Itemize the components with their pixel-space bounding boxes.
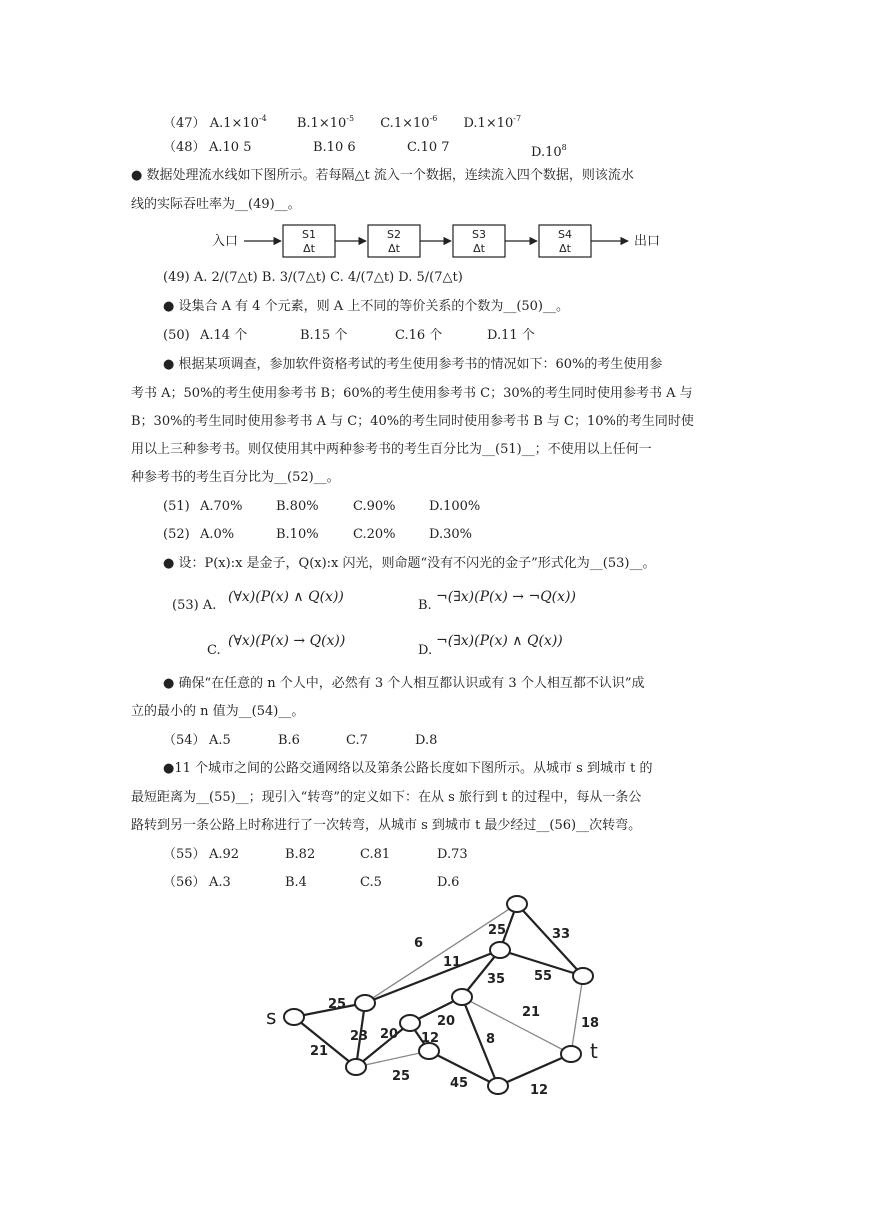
graph-edges: [294, 904, 583, 1086]
edge-weight: 25: [488, 923, 507, 938]
q51-stem-line5: 种参考书的考生百分比为__(52)__。: [131, 470, 340, 485]
graph-label-s: s: [266, 1005, 277, 1029]
q53-option-b: ¬(∃x)(P(x) → ¬Q(x)): [436, 589, 576, 605]
q54-option-c: C.7: [346, 733, 368, 748]
q51-stem-line3: B；30%的考生同时使用参考书 A 与 C；40%的考生同时使用参考书 B 与 C；10%的考生同时使: [131, 414, 694, 429]
edge-weight: 6: [414, 936, 424, 951]
q52-option-a: A.0%: [200, 527, 235, 542]
edge-weight: 23: [350, 1029, 369, 1044]
svg-text:S2: S2: [387, 228, 401, 241]
q47-option-b: $B.1\times 10^{-5}$: [296, 114, 355, 131]
graph-node: [400, 1015, 420, 1031]
q50-stem: ● 设集合 A 有 4 个元素，则 A 上不同的等价关系的个数为__(50)__。: [163, 299, 570, 314]
pipeline-input-label: 入口: [212, 234, 239, 249]
q48-option-d: $D.10^8$: [531, 143, 567, 160]
edge-weight: 20: [437, 1014, 456, 1029]
q48-option-a: A.10 5: [209, 140, 252, 155]
q54-stem-line1: ● 确保“在任意的 n 个人中，必然有 3 个人相互都认识或有 3 个人相互都不认识”成: [163, 676, 645, 691]
svg-text:Δt: Δt: [388, 242, 400, 255]
q53-label-b: B.: [418, 598, 432, 613]
q47-number: （47）: [163, 116, 206, 131]
q55-stem-line3: 路转到另一条公路上时称进行了一次转弯，从城市 s 到城市 t 最少经过__(56)__次转弯。: [131, 818, 642, 833]
q55-stem-line2: 最短距离为__(55)__；现引入“转弯”的定义如下：在从 s 旅行到 t 的过程中，每从一条公: [131, 790, 642, 805]
q48-number: （48）: [163, 140, 206, 155]
road-network-graph: [0, 890, 869, 1120]
q56-option-a: A.3: [209, 875, 231, 890]
q53-option-a: (∀x)(P(x) ∧ Q(x)): [228, 589, 344, 605]
svg-text:Δt: Δt: [473, 242, 485, 255]
q54-option-b: B.6: [278, 733, 300, 748]
q55-number: （55）: [163, 847, 206, 862]
q47-option-c: $C.1\times 10^{-6}$: [380, 114, 438, 131]
edge-weight: 25: [328, 997, 347, 1012]
q50-number: (50): [163, 328, 190, 343]
q51-stem-line2: 考书 A；50%的考生使用参考书 B；60%的考生使用参考书 C；30%的考生同时使用参考书 A 与: [131, 386, 693, 401]
q53-option-c: (∀x)(P(x) → Q(x)): [228, 633, 346, 649]
pipeline-stage-s4: [539, 225, 591, 257]
edge-weight: 12: [421, 1031, 440, 1046]
graph-node: [452, 989, 472, 1005]
q49-options: (49) A. 2/(7△t) B. 3/(7△t) C. 4/(7△t) D. 5/(7△t): [163, 270, 463, 285]
edge-weight: 55: [534, 969, 553, 984]
q51-number: (51): [163, 499, 190, 514]
svg-text:Δt: Δt: [303, 242, 315, 255]
q56-option-d: D.6: [437, 875, 460, 890]
edge-weight: 8: [486, 1032, 496, 1047]
q55-option-a: A.92: [209, 847, 240, 862]
pipeline-output-label: 出口: [634, 234, 661, 249]
pipeline-stage-s2: [368, 225, 420, 257]
graph-label-t: t: [590, 1039, 598, 1063]
q54-stem-line2: 立的最小的 n 值为__(54)__。: [131, 704, 305, 719]
q50-option-a: A.14 个: [200, 328, 248, 343]
q47-option-d: $D.1\times 10^{-7}$: [463, 114, 522, 131]
q47-option-a: $A.1\times 10^{-4}$: [209, 114, 267, 131]
svg-text:S4: S4: [558, 228, 572, 241]
edge-weight: 21: [310, 1044, 329, 1059]
edge-weight: 35: [487, 972, 506, 987]
pipeline-stage-s3: [453, 225, 505, 257]
graph-node: [490, 942, 510, 958]
q56-option-c: C.5: [360, 875, 382, 890]
q54-option-d: D.8: [415, 733, 438, 748]
edge-weight: 21: [522, 1005, 541, 1020]
edge-weight: 20: [380, 1027, 399, 1042]
q53-number-a: (53) A.: [172, 598, 217, 613]
q55-stem-line1: ●11 个城市之间的公路交通网络以及第条公路长度如下图所示。从城市 s 到城市 t 的: [163, 761, 653, 776]
q53-label-d: D.: [418, 643, 433, 658]
pipeline-stage-s1: [283, 225, 335, 257]
svg-text:S3: S3: [472, 228, 486, 241]
q51-option-d: D.100%: [429, 499, 481, 514]
q53-label-c: C.: [207, 643, 221, 658]
q52-number: (52): [163, 527, 190, 542]
q51-stem-line4: 用以上三种参考书。则仅使用其中两种参考书的考生百分比为__(51)__；不使用以上任何一: [131, 442, 652, 457]
edge-weight: 45: [450, 1076, 469, 1091]
edge-weight: 12: [530, 1083, 549, 1098]
graph-node-t: [561, 1046, 581, 1062]
q51-stem-line1: ● 根据某项调查，参加软件资格考试的考生使用参考书的情况如下：60%的考生使用参: [163, 357, 663, 372]
q54-number: （54）: [163, 733, 206, 748]
graph-node: [346, 1059, 366, 1075]
q54-option-a: A.5: [209, 733, 231, 748]
q53-stem: ● 设：P(x):x 是金子，Q(x):x 闪光，则命题“没有不闪光的金子”形式化为__(53)__。: [163, 556, 656, 571]
edge-weight: 18: [581, 1016, 600, 1031]
graph-node: [573, 968, 593, 984]
q50-option-b: B.15 个: [300, 328, 348, 343]
q52-option-b: B.10%: [276, 527, 319, 542]
svg-text:S1: S1: [302, 228, 316, 241]
q51-option-c: C.90%: [353, 499, 396, 514]
q56-option-b: B.4: [285, 875, 307, 890]
edge-weight: 11: [443, 955, 462, 970]
q50-option-c: C.16 个: [395, 328, 443, 343]
graph-node: [355, 995, 375, 1011]
q51-option-a: A.70%: [200, 499, 243, 514]
graph-node-s: [284, 1009, 304, 1025]
svg-text:Δt: Δt: [559, 242, 571, 255]
q49-stem-line1: ● 数据处理流水线如下图所示。若每隔△t 流入一个数据，连续流入四个数据，则该流水: [131, 168, 634, 183]
q55-option-d: D.73: [437, 847, 468, 862]
q47-options: [163, 110, 521, 133]
graph-node: [507, 896, 527, 912]
edge-weight: 33: [552, 927, 571, 942]
q50-option-d: D.11 个: [487, 328, 535, 343]
q55-option-b: B.82: [285, 847, 316, 862]
q53-option-d: ¬(∃x)(P(x) ∧ Q(x)): [436, 633, 563, 649]
q56-number: （56）: [163, 875, 206, 890]
q55-option-c: C.81: [360, 847, 391, 862]
q52-option-c: C.20%: [353, 527, 396, 542]
pipeline-diagram: [0, 220, 869, 270]
edge-weight: 25: [392, 1069, 411, 1084]
q48-option-b: B.10 6: [313, 140, 356, 155]
q52-option-d: D.30%: [429, 527, 472, 542]
q49-stem-line2: 线的实际吞吐率为__(49)__。: [131, 197, 301, 212]
graph-node: [488, 1078, 508, 1094]
q48-option-c: C.10 7: [407, 140, 450, 155]
q51-option-b: B.80%: [276, 499, 319, 514]
